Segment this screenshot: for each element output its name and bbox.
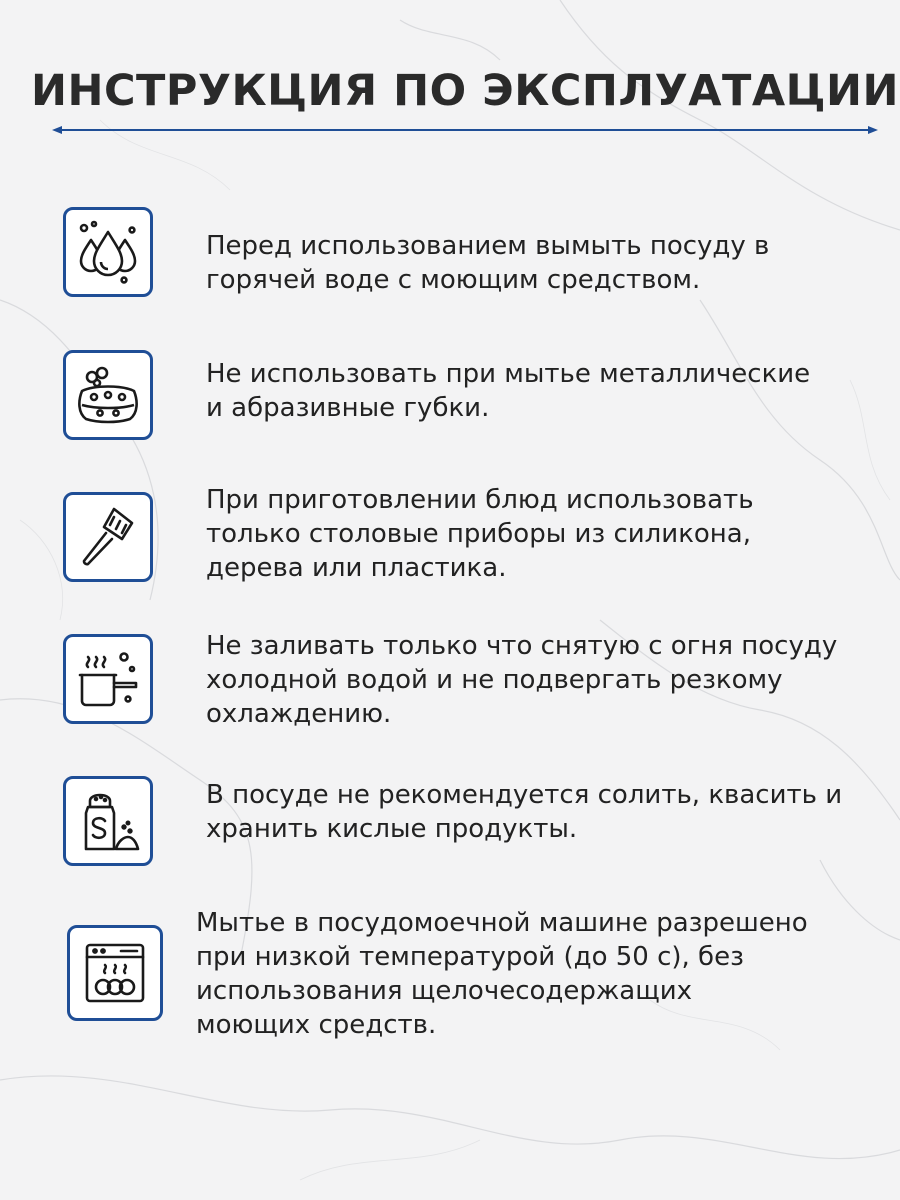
sponge-icon [74, 361, 142, 429]
instruction-text: Мытье в посудомоечной машине разрешено при низкой температурой (до 50 с), без использования щелочесодержащих моющих средств. [196, 908, 808, 1040]
instruction-text: Не использовать при мытье металлические и абразивные губки. [206, 359, 811, 423]
instruction-text: Перед использованием вымыть посуду в горячей воде с моющим средством. [206, 231, 770, 295]
page-title: ИНСТРУКЦИЯ ПО ЭКСПЛУАТАЦИИ [30, 66, 900, 116]
icon-frame [63, 492, 153, 582]
water-drops-icon [74, 218, 142, 286]
title-divider [52, 123, 878, 137]
icon-frame [63, 207, 153, 297]
hot-pan-icon [74, 645, 142, 713]
spatula-icon [74, 503, 142, 571]
instruction-text: При приготовлении блюд использовать только столовые приборы из силикона, дерева или пластика. [206, 485, 754, 583]
dishwasher-icon [81, 939, 149, 1007]
salt-shaker-icon [74, 787, 142, 855]
icon-frame [63, 350, 153, 440]
icon-frame [67, 925, 163, 1021]
instruction-text: В посуде не рекомендуется солить, квасить и хранить кислые продукты. [206, 780, 843, 844]
instruction-text: Не заливать только что снятую с огня посуду холодной водой и не подвергать резкому охлаждению. [206, 631, 838, 729]
icon-frame [63, 776, 153, 866]
icon-frame [63, 634, 153, 724]
